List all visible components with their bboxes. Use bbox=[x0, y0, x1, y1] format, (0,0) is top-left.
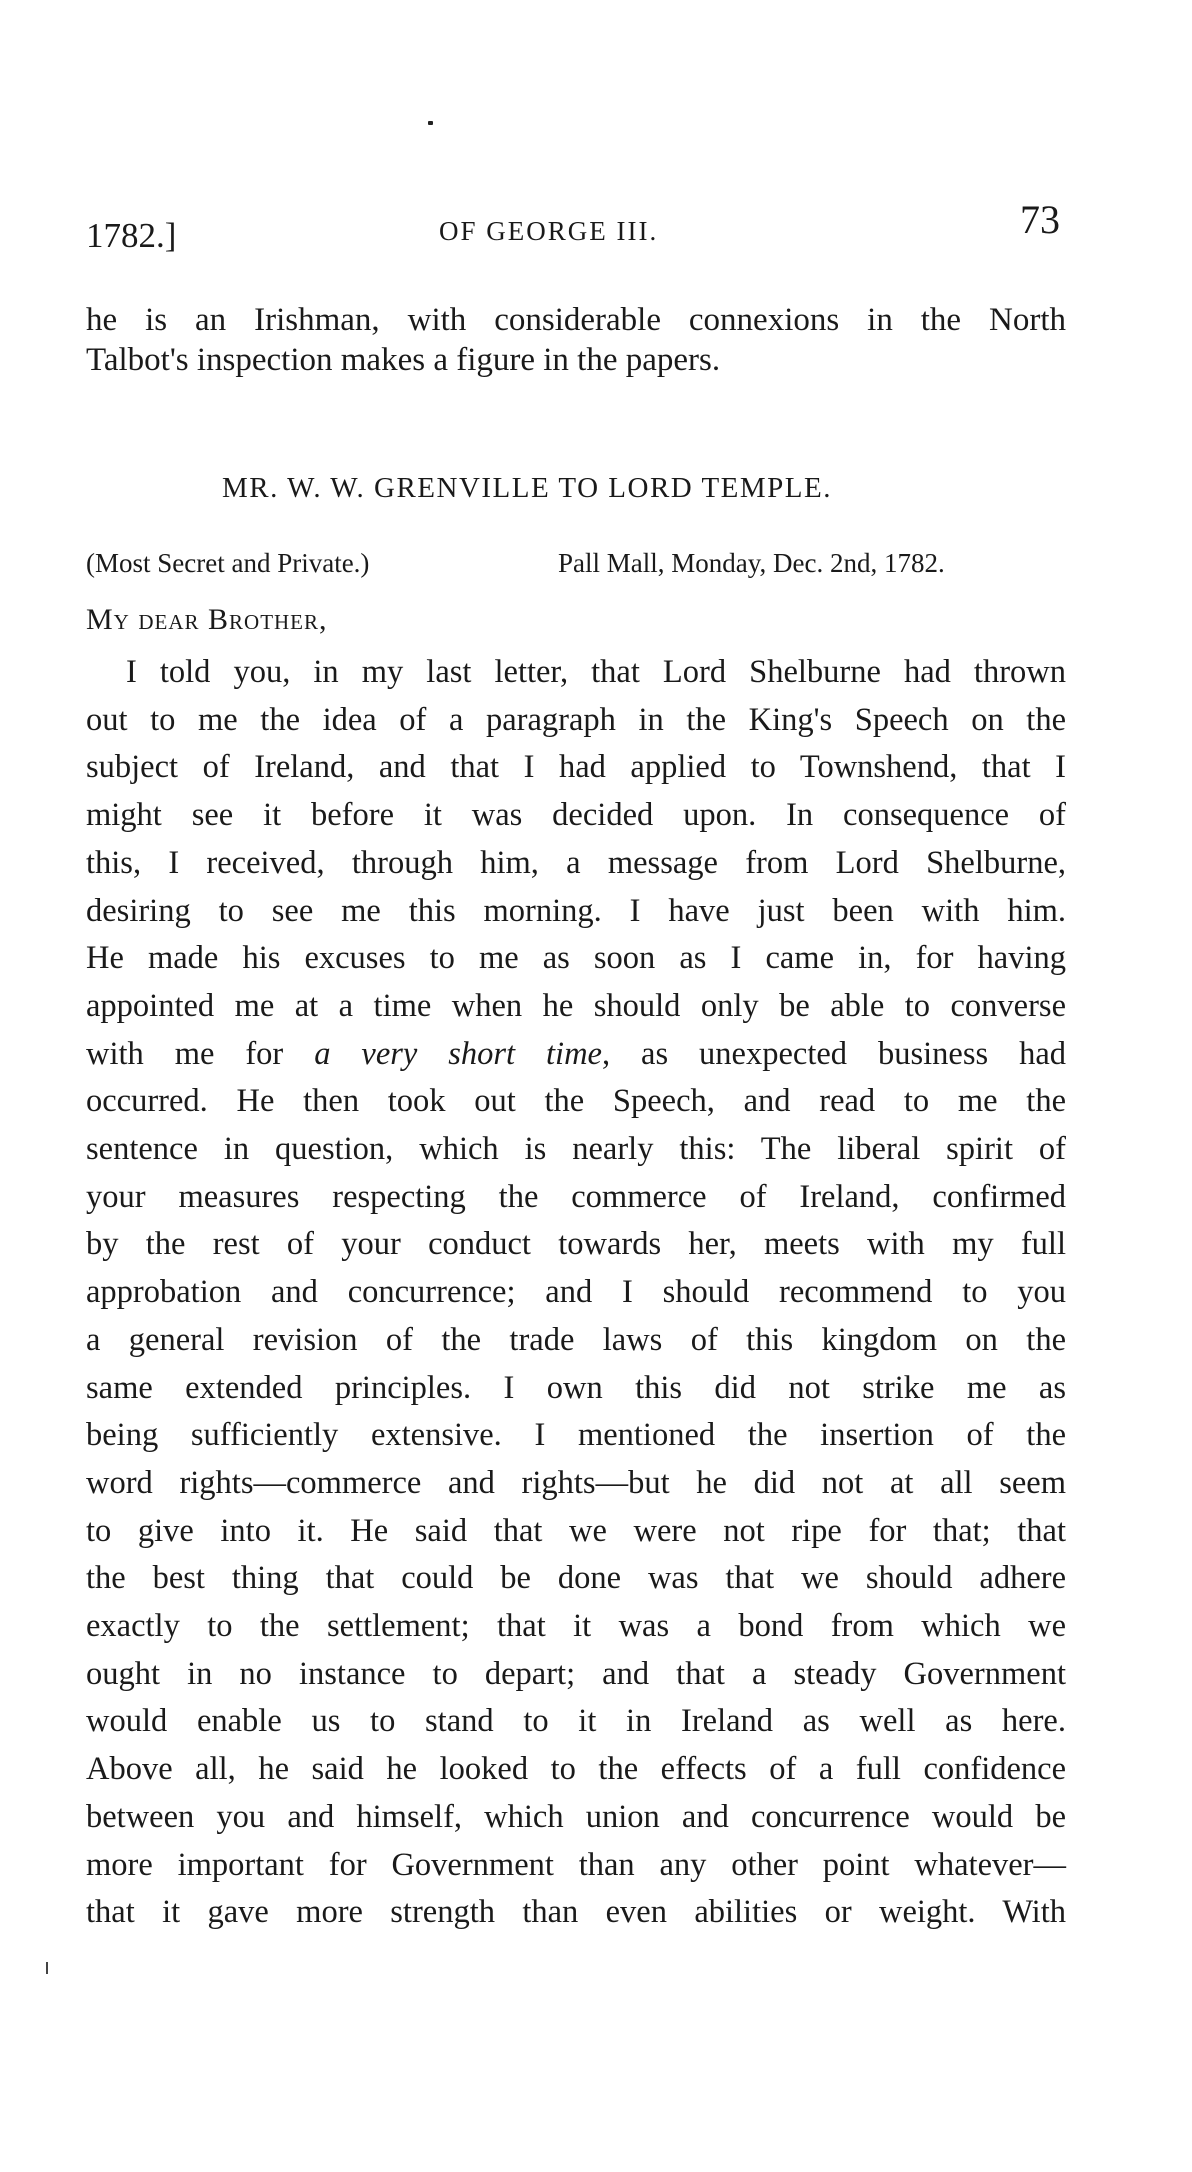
body-line: word rights—commerce and rights—but he did not at all seem bbox=[86, 1464, 1066, 1501]
body-line: appointed me at a time when he should only be able to converse bbox=[86, 987, 1066, 1024]
body-line: the best thing that could be done was that we should adhere bbox=[86, 1560, 1066, 1597]
emphasis: a very short time bbox=[314, 1035, 602, 1072]
salutation: My dear Brother, bbox=[86, 603, 328, 636]
body-line: that it gave more strength than even abilities or weight. With bbox=[86, 1894, 1066, 1931]
body-line: this, I received, through him, a message from Lord Shelburne, bbox=[86, 844, 1066, 881]
body-line: between you and himself, which union and concurrence would be bbox=[86, 1798, 1066, 1835]
body-line: sentence in question, which is nearly this: The liberal spirit of bbox=[86, 1131, 1066, 1167]
body-line: might see it before it was decided upon. In consequence of bbox=[86, 797, 1066, 834]
carryover-line: he is an Irishman, with considerable connexions in the North bbox=[86, 302, 1066, 338]
body-line: Above all, he said he looked to the effects of a full confidence bbox=[86, 1751, 1066, 1788]
body-line: by the rest of your conduct towards her, meets with my full bbox=[86, 1226, 1066, 1263]
letter-dateline: Pall Mall, Monday, Dec. 2nd, 1782. bbox=[558, 548, 945, 578]
body-line: out to me the idea of a paragraph in the King's Speech on the bbox=[86, 701, 1066, 738]
body-line: occurred. He then took out the Speech, and read to me the bbox=[86, 1083, 1066, 1120]
print-speck bbox=[428, 121, 433, 125]
carryover-line: Talbot's inspection makes a figure in the papers. bbox=[86, 342, 721, 378]
body-line: He made his excuses to me as soon as I came in, for having bbox=[86, 940, 1066, 977]
page-number: 73 bbox=[1020, 197, 1060, 242]
margin-mark bbox=[46, 1962, 48, 1974]
header-title: OF GEORGE III. bbox=[439, 216, 659, 246]
running-header bbox=[86, 196, 1076, 256]
letter-title: MR. W. W. GRENVILLE TO LORD TEMPLE. bbox=[222, 472, 832, 504]
body-line: would enable us to stand to it in Ireland as well as here. bbox=[86, 1703, 1066, 1740]
body-line: being sufficiently extensive. I mentioned the insertion of the bbox=[86, 1417, 1066, 1454]
body-line: subject of Ireland, and that I had applied to Townshend, that I bbox=[86, 749, 1066, 786]
body-line: I told you, in my last letter, that Lord Shelburne had thrown bbox=[126, 654, 1066, 690]
header-year: 1782.] bbox=[86, 216, 177, 255]
letter-annotation: (Most Secret and Private.) bbox=[86, 548, 370, 578]
body-line: exactly to the settlement; that it was a bond from which we bbox=[86, 1608, 1066, 1644]
body-line: with me for a very short time, as unexpected business had bbox=[86, 1035, 1066, 1072]
body-line: ought in no instance to depart; and that a steady Government bbox=[86, 1655, 1066, 1692]
body-line: a general revision of the trade laws of this kingdom on the bbox=[86, 1321, 1066, 1358]
body-line: more important for Government than any other point whatever— bbox=[86, 1846, 1066, 1883]
body-line: approbation and concurrence; and I should recommend to you bbox=[86, 1274, 1066, 1311]
body-line: same extended principles. I own this did not strike me as bbox=[86, 1369, 1066, 1406]
body-line: to give into it. He said that we were not ripe for that; that bbox=[86, 1512, 1066, 1549]
body-line: desiring to see me this morning. I have just been with him. bbox=[86, 892, 1066, 929]
body-line: your measures respecting the commerce of Ireland, confirmed bbox=[86, 1178, 1066, 1215]
